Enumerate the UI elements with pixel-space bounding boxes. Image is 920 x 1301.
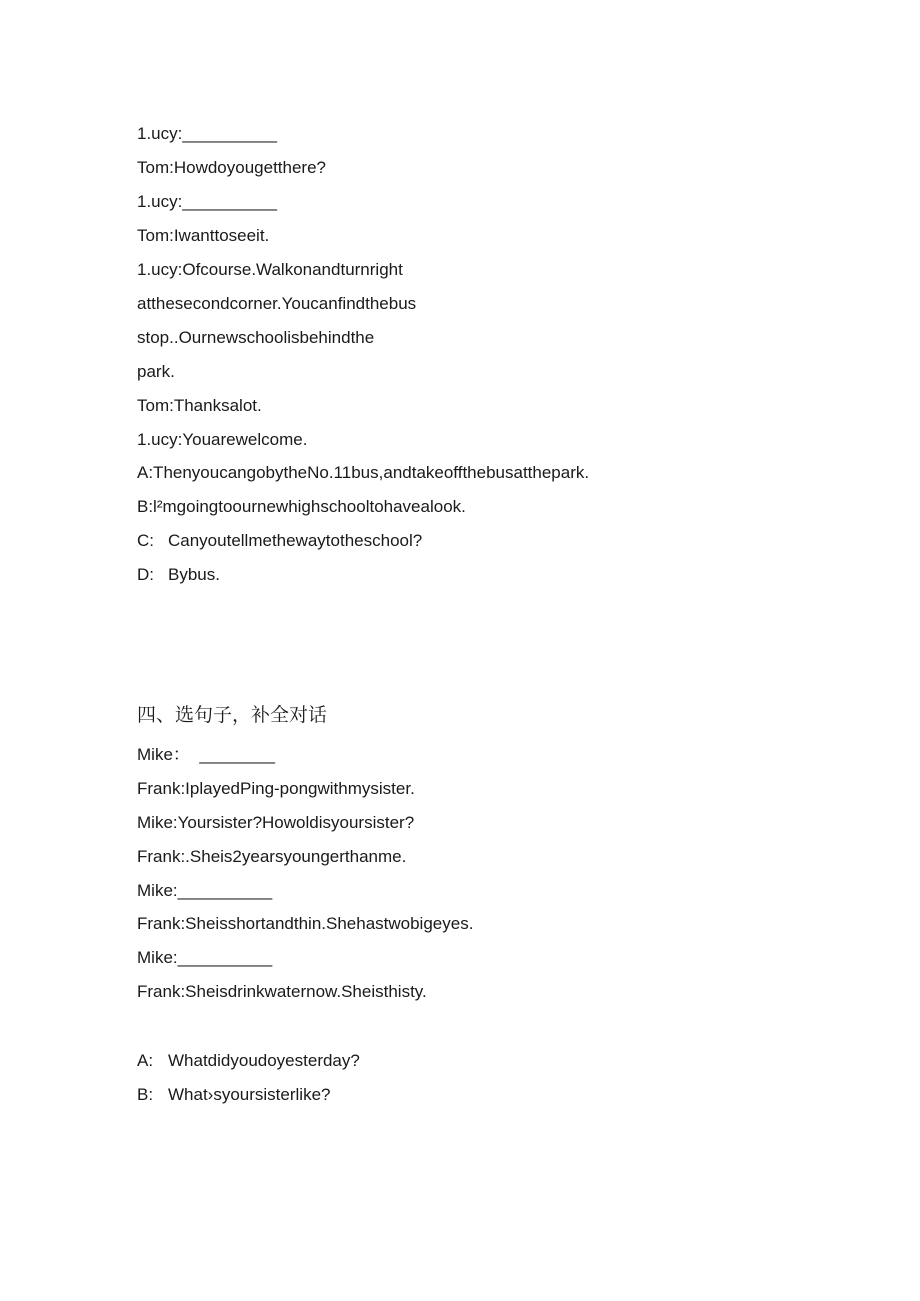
dialogue-line: stop..Ournewschoolisbehindthe bbox=[137, 328, 375, 347]
option-line bbox=[137, 564, 220, 586]
option-line bbox=[137, 1050, 360, 1072]
dialogue-line: Frank:IplayedPing-pongwithmysister. bbox=[137, 779, 415, 798]
dialogue-line: Tom:Howdoyougetthere? bbox=[137, 158, 327, 177]
dialogue-line: Tom:Thanksalot. bbox=[137, 396, 262, 415]
dialogue-line: Mike:__________ bbox=[137, 948, 273, 967]
dialogue-line: Mike： ________ bbox=[137, 745, 275, 764]
option-letter: C: bbox=[137, 531, 154, 550]
option-text: What›syoursisterlike? bbox=[168, 1085, 331, 1104]
option-letter: B: bbox=[137, 1085, 154, 1104]
option-line bbox=[137, 1084, 331, 1106]
option-letter: A: bbox=[137, 1051, 154, 1070]
dialogue-line: Tom:Iwanttoseeit. bbox=[137, 226, 270, 245]
dialogue-line: 1.ucy:Ofcourse.Walkonandturnright bbox=[137, 260, 403, 279]
option-line: A:ThenyoucangobytheNo.11bus,andtakeoffthebusatthepark. bbox=[137, 463, 590, 482]
dialogue-line: Frank:Sheisdrinkwaternow.Sheisthisty. bbox=[137, 982, 427, 1001]
option-line bbox=[137, 530, 422, 552]
option-letter: D: bbox=[137, 565, 154, 584]
option-text: Whatdidyoudoyesterday? bbox=[168, 1051, 360, 1070]
dialogue-line: atthesecondcorner.Youcanfindthebus bbox=[137, 294, 417, 313]
dialogue-line: Mike:__________ bbox=[137, 881, 273, 900]
option-text: Canyoutellmethewaytotheschool? bbox=[168, 531, 423, 550]
dialogue-line: Mike:Yoursister?Howoldisyoursister? bbox=[137, 813, 415, 832]
dialogue-line: Frank:Sheisshortandthin.Shehastwobigeyes. bbox=[137, 914, 474, 933]
dialogue-line: park. bbox=[137, 362, 175, 381]
option-line: B:l²mgoingtoournewhighschooltohavealook. bbox=[137, 497, 466, 516]
dialogue-line: Frank:.Sheis2yearsyoungerthanme. bbox=[137, 847, 407, 866]
option-text: Bybus. bbox=[168, 565, 220, 584]
dialogue-line: 1.ucy:__________ bbox=[137, 124, 277, 143]
section-heading: 四、选句子，补全对话 bbox=[137, 704, 328, 726]
dialogue-line: 1.ucy:Youarewelcome. bbox=[137, 430, 308, 449]
dialogue-line: 1.ucy:__________ bbox=[137, 192, 277, 211]
